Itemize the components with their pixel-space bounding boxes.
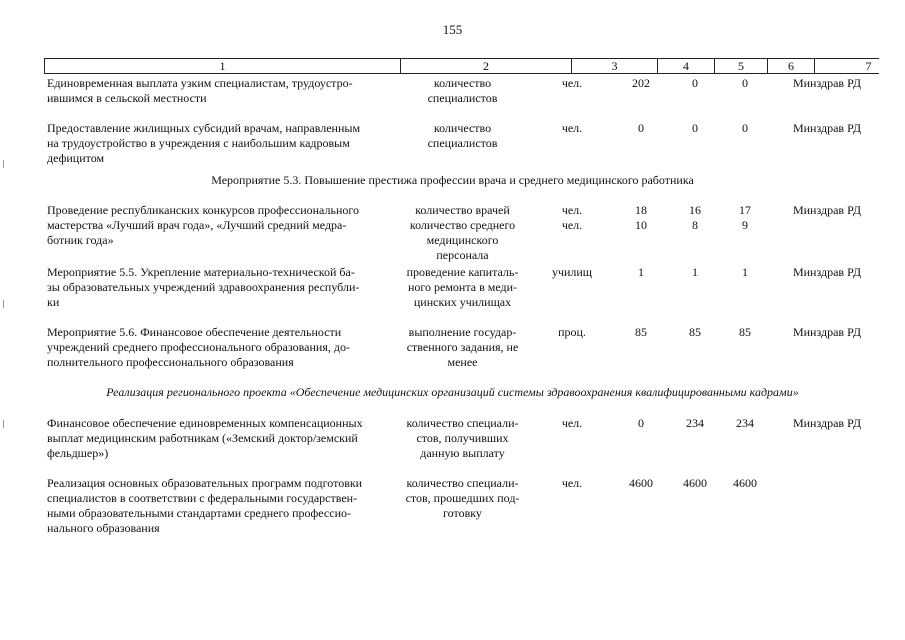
row-value-6: 85 bbox=[739, 325, 751, 339]
row-value-6: 4600 bbox=[733, 476, 757, 490]
header-col-5: 5 bbox=[715, 59, 768, 73]
page-number: 155 bbox=[442, 22, 463, 37]
scan-mark bbox=[3, 420, 4, 428]
row-value-4: 1 bbox=[638, 265, 644, 279]
row-indicator: количество специалистов bbox=[427, 76, 498, 105]
row-indicator: количество специали- стов, получивших данную выплату bbox=[406, 416, 519, 460]
row-unit: чел. bbox=[561, 476, 583, 490]
row-unit: чел. bbox=[561, 76, 583, 90]
section-heading: Реализация регионального проекта «Обеспечение медицинских организаций системы здравоохранения квалифицированными кадрами» bbox=[106, 385, 799, 399]
row-value-4: 18 10 bbox=[635, 203, 647, 232]
row-executor: Минздрав РД bbox=[792, 325, 862, 339]
row-value-5: 0 bbox=[692, 76, 698, 90]
row-description: Реализация основных образовательных программ подготовки специалистов в соответствии с федеральными государствен- ными образовательными стандартами среднего профессио- нального образования bbox=[47, 476, 363, 535]
row-executor: Минздрав РД bbox=[792, 121, 862, 135]
row-value-6: 17 9 bbox=[739, 203, 751, 232]
row-value-5: 4600 bbox=[683, 476, 707, 490]
table-header bbox=[44, 58, 879, 74]
row-value-4: 0 bbox=[638, 121, 644, 135]
row-executor: Минздрав РД bbox=[792, 265, 862, 279]
row-value-6: 234 bbox=[736, 416, 754, 430]
row-indicator: проведение капиталь- ного ремонта в меди- цинских училищах bbox=[406, 265, 519, 309]
row-unit: проц. bbox=[558, 325, 586, 339]
row-description: Финансовое обеспечение единовременных компенсационных выплат медицинским работникам («Земский доктор/земский фельдшер») bbox=[47, 416, 363, 460]
row-indicator: количество врачей количество среднего медицинского персонала bbox=[409, 203, 516, 262]
header-col-4: 4 bbox=[658, 59, 715, 73]
scan-mark bbox=[3, 160, 4, 168]
row-value-5: 0 bbox=[692, 121, 698, 135]
row-indicator: выполнение государ- ственного задания, не менее bbox=[406, 325, 519, 369]
row-indicator: количество специали- стов, прошедших под- готовку bbox=[405, 476, 520, 520]
row-description: Мероприятие 5.6. Финансовое обеспечение деятельности учреждений среднего профессионального образования, до- полнительного профессионального образования bbox=[47, 325, 350, 369]
row-executor: Минздрав РД bbox=[792, 203, 862, 217]
row-value-4: 202 bbox=[632, 76, 650, 90]
row-value-5: 16 8 bbox=[689, 203, 701, 232]
header-col-7: 7 bbox=[865, 59, 872, 73]
row-description: Единовременная выплата узким специалистам, трудоустро- ившимся в сельской местности bbox=[47, 76, 353, 105]
row-description: Мероприятие 5.5. Укрепление материально-технической ба- зы образовательных учреждений здравоохранения республи- ки bbox=[47, 265, 360, 309]
row-value-5: 1 bbox=[692, 265, 698, 279]
scan-mark bbox=[3, 300, 4, 308]
row-executor: Минздрав РД bbox=[792, 76, 862, 90]
row-unit: чел. чел. bbox=[561, 203, 583, 232]
row-unit: чел. bbox=[561, 121, 583, 135]
row-value-5: 234 bbox=[686, 416, 704, 430]
header-col-2: 2 bbox=[401, 59, 572, 73]
header-col-6: 6 bbox=[768, 59, 815, 73]
header-col-3: 3 bbox=[572, 59, 658, 73]
row-executor: Минздрав РД bbox=[792, 416, 862, 430]
row-indicator: количество специалистов bbox=[427, 121, 498, 150]
header-col-1: 1 bbox=[45, 59, 401, 73]
row-value-6: 0 bbox=[742, 121, 748, 135]
row-description: Предоставление жилищных субсидий врачам, направленным на трудоустройство в учреждения с наибольшим кадровым дефицитом bbox=[47, 121, 361, 165]
row-value-4: 85 bbox=[635, 325, 647, 339]
row-description: Проведение республиканских конкурсов профессионального мастерства «Лучший врач года», «Лучший средний медра- ботник года» bbox=[47, 203, 359, 247]
row-value-6: 1 bbox=[742, 265, 748, 279]
row-value-4: 0 bbox=[638, 416, 644, 430]
row-value-6: 0 bbox=[742, 76, 748, 90]
row-value-4: 4600 bbox=[629, 476, 653, 490]
section-heading: Мероприятие 5.3. Повышение престижа профессии врача и среднего медицинского работника bbox=[211, 173, 694, 187]
row-value-5: 85 bbox=[689, 325, 701, 339]
row-unit: училищ bbox=[551, 265, 593, 279]
row-unit: чел. bbox=[561, 416, 583, 430]
